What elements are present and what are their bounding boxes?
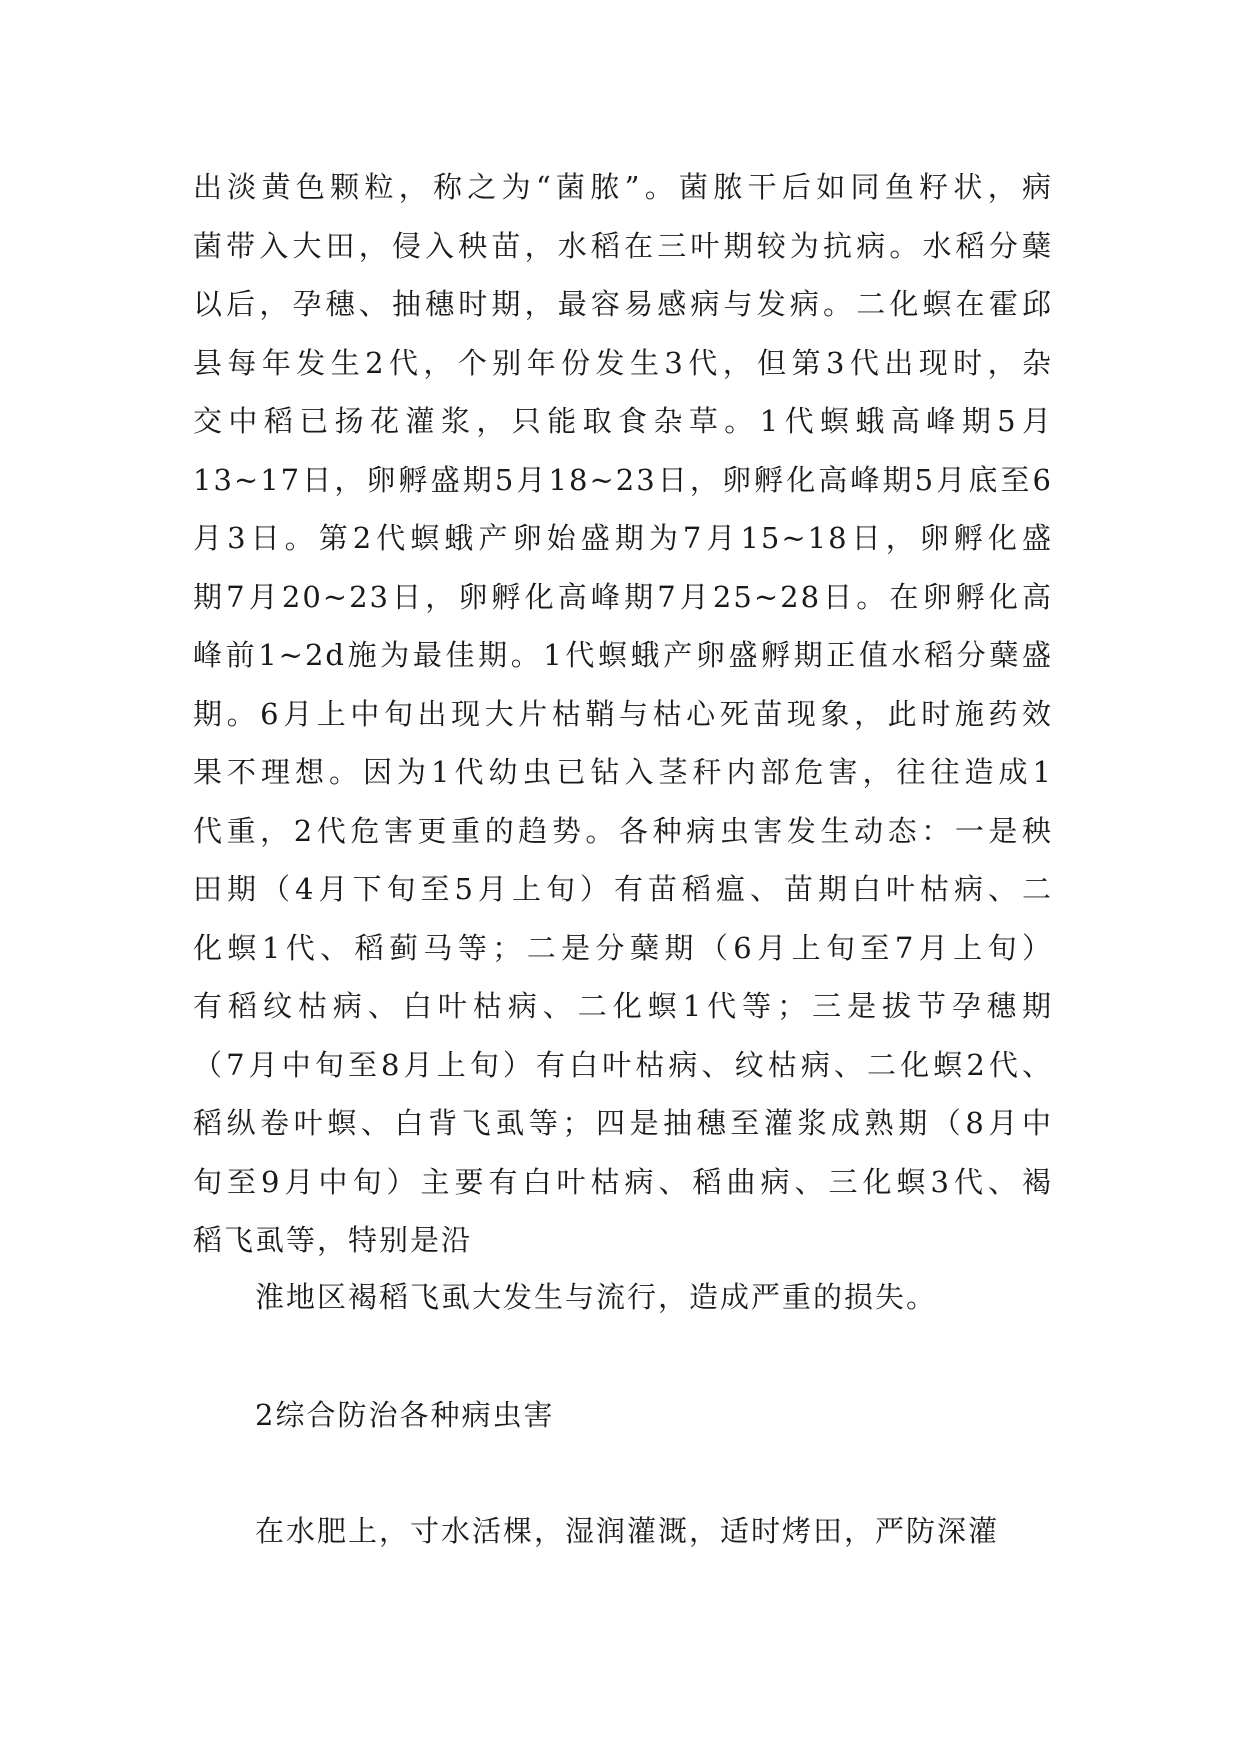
paragraph-line: 13~17日，卵孵盛期5月18~23日，卵孵化高峰期5月底至6 <box>193 462 1053 497</box>
paragraph-line: 有稻纹枯病、白叶枯病、二化螟1代等；三是拔节孕穗期 <box>193 989 1053 1023</box>
paragraph-line: 果不理想。因为1代幼虫已钻入茎秆内部危害，往往造成1 <box>193 755 1053 789</box>
paragraph-line: 化螟1代、稻蓟马等；二是分蘖期（6月上旬至7月上旬） <box>193 930 1053 965</box>
paragraph-line: 峰前1~2d施为最佳期。1代螟蛾产卵盛孵期正值水稻分蘖盛 <box>193 638 1053 672</box>
body-paragraph-2: 淮地区褐稻飞虱大发生与流行，造成严重的损失。 <box>255 1280 938 1314</box>
paragraph-line: 出淡黄色颗粒，称之为“菌脓”。菌脓干后如同鱼籽状，病 <box>193 170 1053 204</box>
paragraph-line: 期。6月上中旬出现大片枯鞘与枯心死苗现象，此时施药效 <box>193 696 1053 731</box>
paragraph-line: （7月中旬至8月上旬）有白叶枯病、纹枯病、二化螟2代、 <box>193 1047 1053 1082</box>
paragraph-line: 月3日。第2代螟蛾产卵始盛期为7月15~18日，卵孵化盛 <box>193 521 1053 555</box>
section-heading: 2综合防治各种病虫害 <box>255 1398 555 1432</box>
paragraph-line: 期7月20~23日，卵孵化高峰期7月25~28日。在卵孵化高 <box>193 579 1053 614</box>
paragraph-line: 以后，孕穗、抽穗时期，最容易感病与发病。二化螟在霍邱 <box>193 287 1053 321</box>
paragraph-line: 稻纵卷叶螟、白背飞虱等；四是抽穗至灌浆成熟期（8月中 <box>193 1106 1053 1140</box>
paragraph-line: 代重，2代危害更重的趋势。各种病虫害发生动态：一是秧 <box>193 813 1053 848</box>
paragraph-line: 交中稻已扬花灌浆，只能取食杂草。1代螟蛾高峰期5月 <box>193 404 1053 438</box>
paragraph-line: 田期（4月下旬至5月上旬）有苗稻瘟、苗期白叶枯病、二 <box>193 872 1053 906</box>
paragraph-line: 旬至9月中旬）主要有白叶枯病、稻曲病、三化螟3代、褐 <box>193 1164 1053 1199</box>
body-paragraph-1 <box>193 158 1053 1270</box>
paragraph-line: 稻飞虱等，特别是沿 <box>193 1223 473 1257</box>
body-paragraph-3: 在水肥上，寸水活棵，湿润灌溉，适时烤田，严防深灌 <box>255 1514 1000 1548</box>
paragraph-line: 菌带入大田，侵入秧苗，水稻在三叶期较为抗病。水稻分蘖 <box>193 228 1053 263</box>
paragraph-line: 县每年发生2代，个别年份发生3代，但第3代出现时，杂 <box>193 345 1053 380</box>
